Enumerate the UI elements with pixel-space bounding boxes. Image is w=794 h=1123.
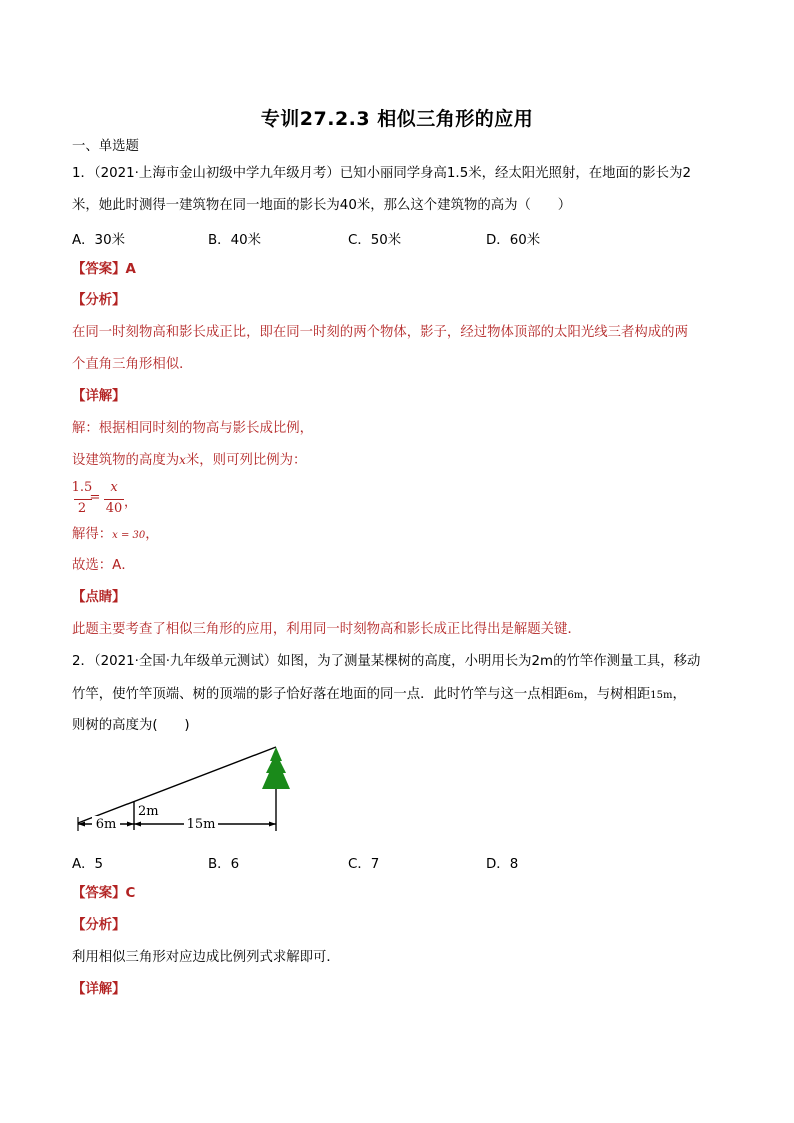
q1-option-c: C．50米 xyxy=(348,233,402,248)
fraction-right-bar xyxy=(104,499,124,500)
q1-stem-line1: 1．（2021·上海市金山初级中学九年级月考）已知小丽同学身高1.5米，经太阳光照射，在地面的影长为2 xyxy=(72,166,691,181)
q2-stem-line1: 2．（2021·全国·九年级单元测试）如图，为了测量某棵树的高度，小明用长为2m的竹竿作测量工具，移动 xyxy=(72,654,701,669)
q1-analysis-label: 【分析】 xyxy=(72,293,126,308)
q2-stem-line2-mid: ，与树相距 xyxy=(583,687,651,702)
q2-option-a: A．5 xyxy=(72,857,104,872)
fraction-right-denominator: 40 xyxy=(105,501,123,516)
label-15m: 15m xyxy=(186,817,216,832)
fraction-right-numerator: x xyxy=(110,480,118,495)
q1-detail-line2 xyxy=(72,451,306,470)
q1-solve-tail: ， xyxy=(145,527,159,542)
q1-option-b: B．40米 xyxy=(208,233,262,248)
fraction-left-denominator: 2 xyxy=(77,501,87,516)
dim-arrow-6m-right xyxy=(127,822,134,827)
sun-ray-line xyxy=(78,747,276,823)
q1-analysis-line2: 个直角三角形相似． xyxy=(72,357,193,372)
q1-detail-label: 【详解】 xyxy=(72,389,126,404)
q1-solve-line xyxy=(72,526,159,545)
dim-arrow-right xyxy=(269,822,276,827)
q2-analysis-label: 【分析】 xyxy=(72,918,126,933)
q2-stem-line2-pre: 竹竿，使竹竿顶端、树的顶端的影子恰好落在地面的同一点．此时竹竿与这一点相距 xyxy=(72,687,568,702)
q1-comment-label: 【点睛】 xyxy=(72,590,126,605)
q2-option-d: D．8 xyxy=(486,857,519,872)
q2-stem-line2-post: ， xyxy=(672,687,686,702)
q1-analysis-line1: 在同一时刻物高和影长成正比，即在同一时刻的两个物体，影子，经过物体顶部的太阳光线三者构成的两 xyxy=(72,325,688,340)
q1-detail-line1: 解：根据相同时刻的物高与影长成比例， xyxy=(72,421,314,436)
q1-option-d: D．60米 xyxy=(486,233,541,248)
fraction-left-numerator: 1.5 xyxy=(71,480,93,495)
q1-answer: 【答案】A xyxy=(72,262,136,277)
section-heading: 一、单选题 xyxy=(72,139,139,154)
q2-option-b: B．6 xyxy=(208,857,240,872)
q1-solve-math: x = 30 xyxy=(112,530,146,541)
page-title: 专训27.2.3 相似三角形的应用 xyxy=(260,108,534,130)
q1-stem-line2: 米，她此时测得一建筑物在同一地面的影长为40米，那么这个建筑物的高为（ ） xyxy=(72,198,572,213)
q2-option-c: C．7 xyxy=(348,857,380,872)
q2-stem-line2 xyxy=(72,686,686,705)
q2-measure-15m: 15m xyxy=(650,690,673,701)
q2-tree-shadow-figure xyxy=(72,745,302,845)
q1-solve-pre: 解得： xyxy=(72,527,113,542)
q1-detail-variable: x xyxy=(179,453,186,467)
q1-detail-line2-pre: 设建筑物的高度为 xyxy=(72,453,180,468)
q2-analysis: 利用相似三角形对应边成比例列式求解即可． xyxy=(72,950,340,965)
label-pole-2m: 2m xyxy=(138,804,159,819)
q1-option-a: A．30米 xyxy=(72,233,125,248)
q2-detail-label: 【详解】 xyxy=(72,982,126,997)
q1-detail-line2-post: 米，则可列比例为： xyxy=(185,453,307,468)
q2-stem-line3: 则树的高度为( ) xyxy=(72,718,190,733)
q1-comment: 此题主要考查了相似三角形的应用，利用同一时刻物高和影长成正比得出是解题关键． xyxy=(72,622,581,637)
fraction-equals: = xyxy=(89,490,101,505)
fraction-tail: ， xyxy=(124,495,138,510)
dim-arrow-15m-left xyxy=(134,822,141,827)
q2-answer: 【答案】C xyxy=(72,886,136,901)
q2-measure-6m: 6m xyxy=(567,690,584,701)
label-6m: 6m xyxy=(95,817,117,832)
tree-icon xyxy=(262,747,290,789)
q1-choose: 故选：A． xyxy=(72,558,135,573)
